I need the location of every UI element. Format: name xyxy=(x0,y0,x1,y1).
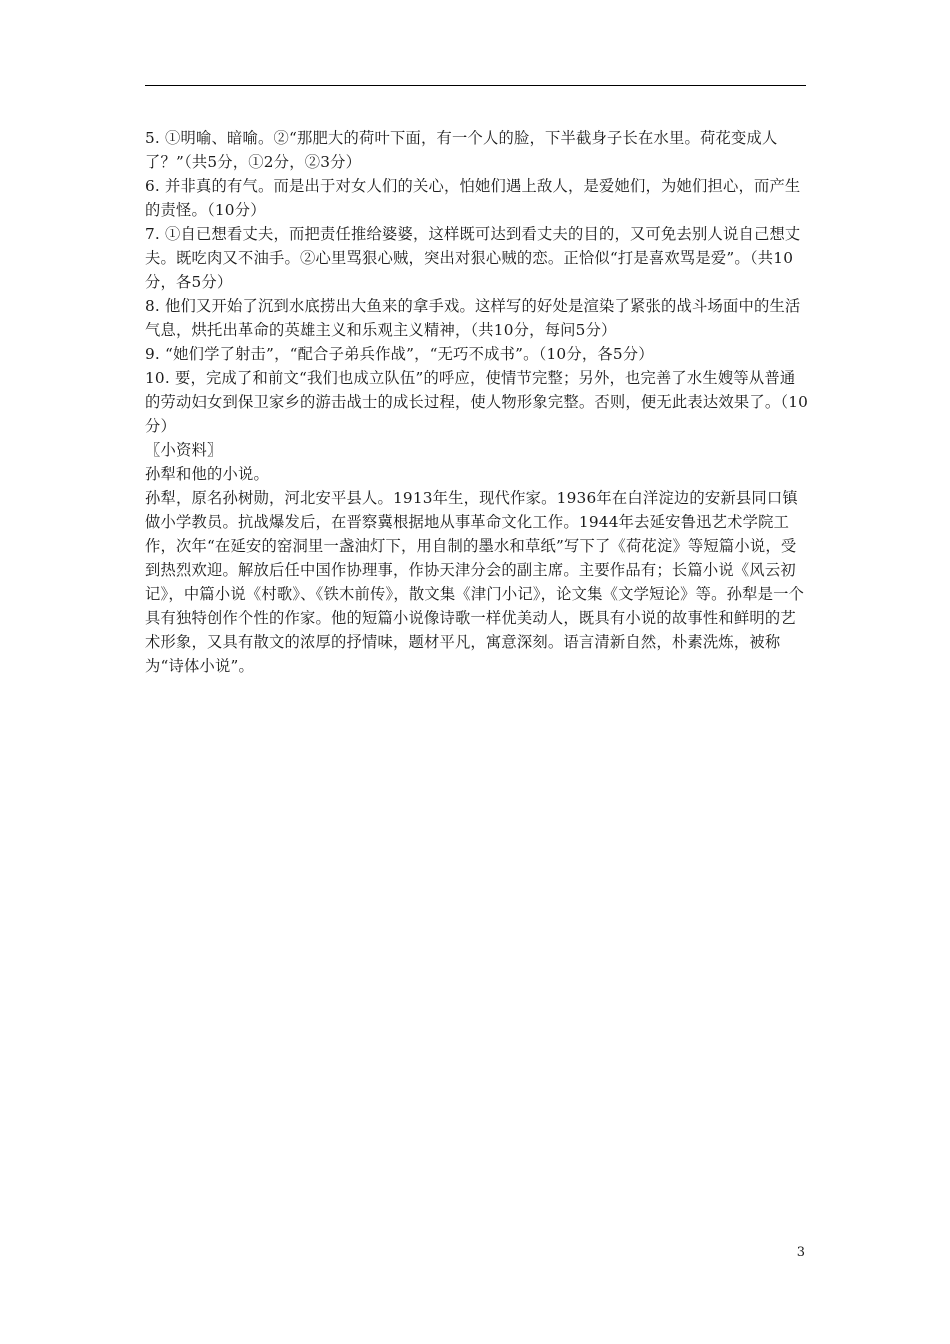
header-rule xyxy=(145,85,806,86)
document-body xyxy=(145,126,810,678)
page-number: 3 xyxy=(796,1245,805,1260)
answer-8: 8. 他们又开始了沉到水底捞出大鱼来的拿手戏。这样写的好处是渲染了紧张的战斗场面中的生活气息，烘托出革命的英雄主义和乐观主义精神，（共10分，每问5分） xyxy=(145,297,801,339)
supplement-heading: 〖小资料〗 xyxy=(145,441,223,459)
answer-5: 5. ①明喻、暗喻。②“那肥大的荷叶下面，有一个人的脸，下半截身子长在水里。荷花变成人了？”（共5分，①2分，②3分） xyxy=(145,129,778,171)
supplement-subheading: 孙犁和他的小说。 xyxy=(145,465,269,483)
supplement-body: 孙犁，原名孙树勋，河北安平县人。1913年生，现代作家。1936年在白洋淀边的安新县同口镇做小学教员。抗战爆发后，在晋察冀根据地从事革命文化工作。1944年去延安鲁迅艺术学院工作，次年“在延安的窑洞里一盏油灯下，用自制的墨水和草纸”写下了《荷花淀》等短篇小说，受到热烈欢迎。解放后任中国作协理事，作协天津分会的副主席。主要作品有；长篇小说《风云初记》，中篇小说《村歌》、《铁木前传》，散文集《津门小记》，论文集《文学短论》等。孙犁是一个具有独特创作个性的作家。他的短篇小说像诗歌一样优美动人，既具有小说的故事性和鲜明的艺术形象，又具有散文的浓厚的抒情味，题材平凡，寓意深刻。语言清新自然，朴素洗炼，被称为“诗体小说”。 xyxy=(145,489,805,675)
answer-10: 10. 要，完成了和前文“我们也成立队伍”的呼应，使情节完整；另外，也完善了水生嫂等从普通的劳动妇女到保卫家乡的游击战士的成长过程，使人物形象完整。否则，便无此表达效果了。（10分） xyxy=(145,369,809,435)
answer-6: 6. 并非真的有气。而是出于对女人们的关心，怕她们遇上敌人，是爱她们，为她们担心，而产生的责怪。（10分） xyxy=(145,177,801,219)
answer-7: 7. ①自已想看丈夫，而把责任推给婆婆，这样既可达到看丈夫的目的，又可免去别人说自己想丈夫。既吃肉又不油手。②心里骂狠心贼，突出对狠心贼的恋。正恰似“打是喜欢骂是爱”。（共10分，各5分） xyxy=(145,225,801,291)
answer-9: 9. “她们学了射击”，“配合子弟兵作战”，“无巧不成书”。（10分，各5分） xyxy=(145,345,654,363)
